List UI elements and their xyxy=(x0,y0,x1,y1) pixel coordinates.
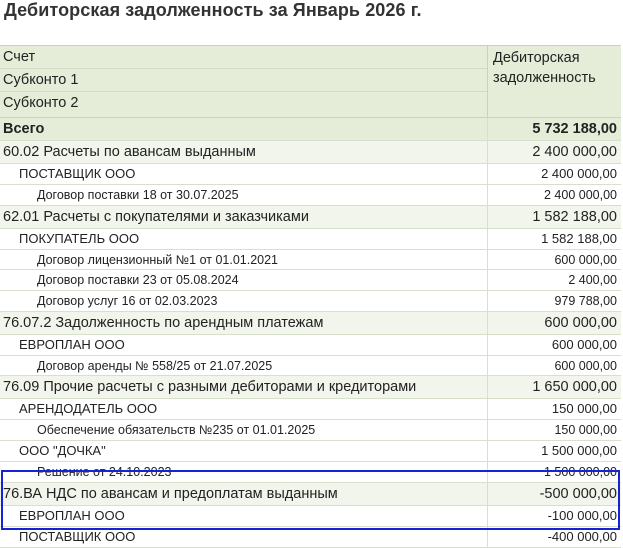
report-table xyxy=(0,45,621,548)
subconto2-row[interactable] xyxy=(0,291,621,312)
subconto2-row[interactable] xyxy=(0,270,621,291)
row-label: 76.07.2 Задолженность по арендным платежам xyxy=(3,314,324,331)
subconto2-row[interactable] xyxy=(0,185,621,206)
row-amount: 1 650 000,00 xyxy=(487,376,621,398)
row-label: ЕВРОПЛАН ООО xyxy=(19,507,125,523)
row-amount: 600 000,00 xyxy=(487,250,621,270)
row-label: 76.09 Прочие расчеты с разными дебиторами и кредиторами xyxy=(3,379,417,396)
row-label: Решение от 24.10.2023 xyxy=(37,465,172,480)
row-amount: 979 788,00 xyxy=(487,291,621,311)
row-amount: -400 000,00 xyxy=(487,527,621,547)
row-label: ПОСТАВЩИК ООО xyxy=(19,528,136,544)
header-account[interactable]: Счет xyxy=(0,46,487,69)
report-title: Дебиторская задолженность за Январь 2026 г. xyxy=(4,0,422,20)
row-amount: 1 500 000,00 xyxy=(487,441,621,461)
total-label: Всего xyxy=(3,121,45,137)
subconto1-row[interactable] xyxy=(0,527,621,548)
row-amount: 2 400,00 xyxy=(487,270,621,290)
row-label: АРЕНДОДАТЕЛЬ ООО xyxy=(19,401,158,417)
row-label: Обеспечение обязательств №235 от 01.01.2025 xyxy=(37,423,316,438)
row-amount: 600 000,00 xyxy=(487,335,621,355)
row-amount: 600 000,00 xyxy=(487,312,621,334)
subconto1-row[interactable] xyxy=(0,164,621,185)
account-row[interactable] xyxy=(0,483,621,506)
row-label: ПОКУПАТЕЛЬ ООО xyxy=(19,230,140,246)
header-subconto-1[interactable]: Субконто 1 xyxy=(0,69,487,92)
total-amount: 5 732 188,00 xyxy=(487,118,621,140)
row-label: Договор аренды № 558/25 от 21.07.2025 xyxy=(37,358,273,373)
row-label: Договор услуг 16 от 02.03.2023 xyxy=(37,294,218,309)
row-amount: 2 400 000,00 xyxy=(487,185,621,205)
row-amount: 1 500 000,00 xyxy=(487,462,621,482)
account-row[interactable] xyxy=(0,206,621,229)
account-row[interactable] xyxy=(0,141,621,164)
row-amount: 150 000,00 xyxy=(487,399,621,419)
row-amount: 600 000,00 xyxy=(487,356,621,376)
account-row[interactable] xyxy=(0,312,621,335)
subconto2-row[interactable] xyxy=(0,420,621,441)
row-amount: -100 000,00 xyxy=(487,506,621,526)
row-amount: 2 400 000,00 xyxy=(487,164,621,184)
row-label: 60.02 Расчеты по авансам выданным xyxy=(3,144,256,160)
row-label: ЕВРОПЛАН ООО xyxy=(19,336,125,352)
subconto1-row[interactable] xyxy=(0,229,621,250)
subconto1-row[interactable] xyxy=(0,506,621,527)
table-header xyxy=(0,45,621,118)
row-label: ПОСТАВЩИК ООО xyxy=(19,166,136,181)
row-label: ООО "ДОЧКА" xyxy=(19,443,106,459)
row-amount: 150 000,00 xyxy=(487,420,621,440)
subconto1-row[interactable] xyxy=(0,399,621,420)
row-label: Договор поставки 23 от 05.08.2024 xyxy=(37,273,239,288)
row-amount: -500 000,00 xyxy=(487,483,621,505)
subconto2-row[interactable] xyxy=(0,250,621,271)
row-label: 76.ВА НДС по авансам и предоплатам выданным xyxy=(3,485,338,502)
row-amount: 2 400 000,00 xyxy=(487,141,621,163)
header-receivables[interactable]: Дебиторская задолженность xyxy=(487,46,621,117)
header-subconto-2[interactable]: Субконто 2 xyxy=(3,95,79,111)
row-amount: 1 582 188,00 xyxy=(487,206,621,228)
total-row[interactable] xyxy=(0,118,621,141)
subconto2-row[interactable] xyxy=(0,356,621,377)
subconto1-row[interactable] xyxy=(0,335,621,356)
grouping-header xyxy=(0,46,487,117)
row-amount: 1 582 188,00 xyxy=(487,229,621,249)
report-rows xyxy=(0,141,621,548)
row-label: Договор лицензионный №1 от 01.01.2021 xyxy=(37,252,279,267)
row-label: 62.01 Расчеты с покупателями и заказчиками xyxy=(3,208,309,225)
subconto1-row[interactable] xyxy=(0,441,621,462)
subconto2-row[interactable] xyxy=(0,462,621,483)
row-label: Договор поставки 18 от 30.07.2025 xyxy=(37,188,239,202)
account-row[interactable] xyxy=(0,376,621,399)
